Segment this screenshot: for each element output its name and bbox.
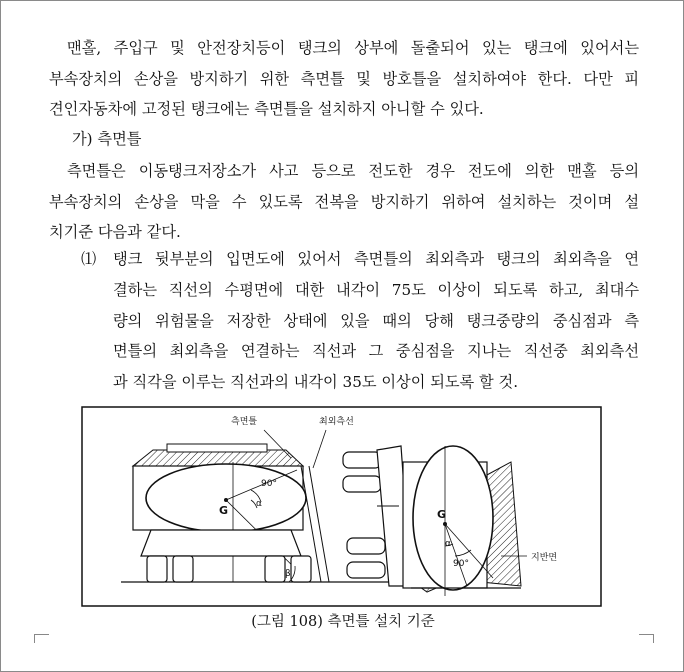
- section-paragraph: [49, 156, 639, 248]
- tipped-tank: [403, 446, 521, 596]
- side-frame-left-2: [309, 466, 329, 582]
- section-heading: 가) 측면틀: [72, 130, 142, 148]
- label-g-right: G: [437, 508, 447, 521]
- label-alpha-right: α: [445, 539, 451, 549]
- tipped-wheel-2: [343, 476, 381, 492]
- item-line-1: 탱크 뒷부분의 입면도에 있어서 측면틀의 최외측과 탱크의 최외측을 연: [113, 250, 639, 268]
- label-g-left: G: [219, 504, 229, 517]
- label-alpha-left: α: [256, 499, 262, 509]
- section-line-1: 측면틀은 이동탱크저장소가 사고 등으로 전도한 경우 전도에 의한 맨홀 등의: [67, 162, 639, 180]
- item-body: [113, 244, 639, 398]
- item-line-4: 면틀의 최외측을 연결하는 직선과 그 중심점을 지나는 직선중 최외측선: [113, 342, 639, 361]
- section-line-3: 치기준 다음과 같다.: [49, 223, 181, 242]
- label-outermost-line: 최외측선: [319, 417, 354, 427]
- label-side-frame: 측면틀: [231, 417, 258, 427]
- tipped-wheel-1: [343, 452, 381, 468]
- leader-outer-line: [313, 430, 326, 468]
- corner-mark-left: [34, 634, 49, 643]
- item-line-2: 결하는 직선의 수평면에 대한 내각이 75도 이상이 되도록 하고, 최대수: [113, 280, 639, 299]
- corner-mark-right: [639, 634, 654, 643]
- tipped-wheel-3: [347, 538, 385, 554]
- label-90-right: 90°: [453, 559, 469, 569]
- label-beta: β: [285, 569, 291, 579]
- tipped-chassis: [343, 446, 411, 586]
- intro-line-2: 부속장치의 손상을 방지하기 위한 측면틀 및 방호틀을 설치하여야 한다. 다만 피: [49, 69, 639, 88]
- tipped-wheel-4: [347, 562, 385, 578]
- intro-line-3: 견인자동차에 고정된 탱크에는 측면틀을 설치하지 아니할 수 있다.: [49, 100, 484, 119]
- figure-caption: (그림 108) 측면틀 설치 기준: [251, 614, 435, 630]
- intro-line-1: 맨홀, 주입구 및 안전장치등이 탱크의 상부에 돌출되어 있는 탱크에 있어서는: [67, 39, 639, 57]
- label-ground: 지반면: [531, 553, 558, 563]
- wheel-left-2: [173, 556, 193, 582]
- intro-paragraph: [49, 33, 639, 125]
- manhole-cover: [167, 444, 267, 452]
- wheel-left-4: [291, 556, 311, 582]
- upright-tank-truck: [133, 444, 329, 582]
- wheel-left-1: [147, 556, 167, 582]
- chassis-left: [141, 530, 301, 556]
- section-line-2: 부속장치의 손상을 막을 수 있도록 전복을 방지하기 위하여 설치하는 것이며 설: [49, 192, 639, 211]
- wheel-left-3: [265, 556, 285, 582]
- item-line-5: 과 직각을 이루는 직선과의 내각이 35도 이상이 되도록 할 것.: [113, 373, 519, 392]
- item-line-3: 량의 위험물을 저장한 상태에 있을 때의 당해 탱크중량의 중심점과 측: [113, 311, 639, 330]
- g-point-left: [224, 498, 228, 502]
- label-90-left: 90°: [261, 479, 277, 489]
- item-number: ⑴: [81, 250, 97, 268]
- side-frame-diagram: [81, 406, 602, 607]
- g-point-right: [443, 522, 447, 526]
